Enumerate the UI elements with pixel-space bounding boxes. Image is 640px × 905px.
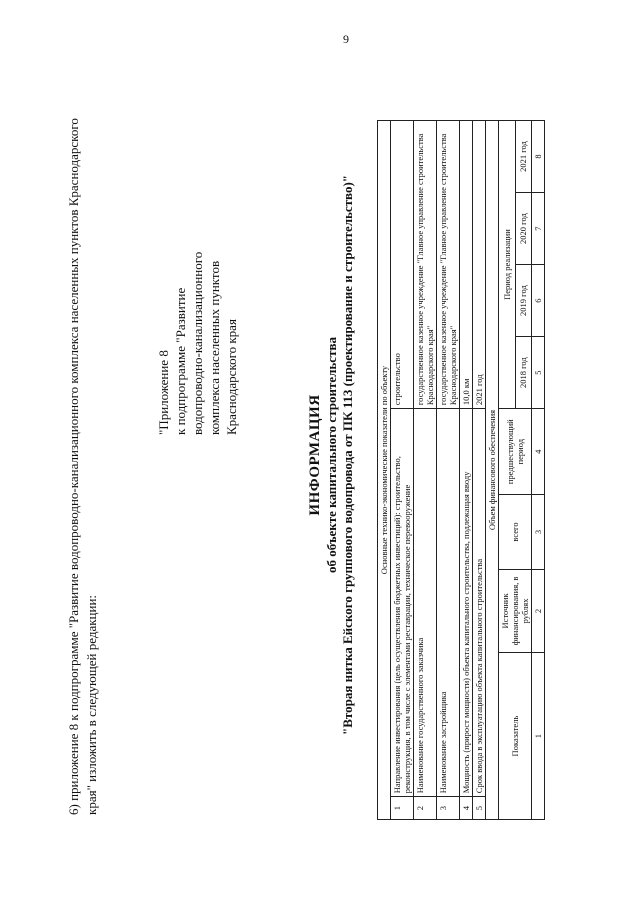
appendix-line: "Приложение 8 [156, 350, 171, 435]
table-row [391, 121, 414, 820]
col-indicator: Показатель [499, 653, 532, 820]
col-number: 2 [532, 569, 545, 652]
col-number: 1 [532, 653, 545, 820]
col-number: 6 [532, 265, 545, 337]
period-header: Период реализации [499, 121, 516, 409]
row-number: 4 [460, 797, 473, 820]
col-total: всего [499, 495, 532, 569]
col-number: 4 [532, 409, 545, 495]
row-value: 2021 год [473, 121, 486, 409]
info-table [377, 120, 545, 820]
row-label: Срок ввода в эксплуатацию объекта капитального строительства [473, 409, 486, 797]
table-row [414, 121, 437, 820]
col-number: 3 [532, 495, 545, 569]
table-row [378, 121, 391, 820]
finance-header: Объем финансового обеспечения [486, 121, 499, 820]
col-number: 5 [532, 337, 545, 409]
col-number: 7 [532, 193, 545, 265]
row-label: Мощность (прирост мощности) объекта капитального строительства, подлежащая вводу [460, 409, 473, 797]
section-header: Основные технико-экономические показатели по объекту [378, 121, 391, 820]
col-source: Источник финансирования, в рублях [499, 569, 532, 652]
col-2021: 2021 год [515, 121, 532, 193]
col-previous: предшествующий период [499, 409, 532, 495]
appendix-line: комплекса населенных пунктов [207, 260, 222, 435]
object-name: "Вторая нитка Ейского группового водопровода от ПК 113 (проектирование и строительство)" [340, 174, 355, 736]
page-number: 9 [343, 32, 349, 46]
row-label: Наименование застройщика [437, 409, 460, 797]
col-2019: 2019 год [515, 265, 532, 337]
table-row [532, 121, 545, 820]
appendix-header [155, 252, 240, 435]
row-label: Наименование государственного заказчика [414, 409, 437, 797]
title-block [307, 75, 356, 835]
intro-paragraph: 6) приложение 8 к подпрограмме "Развитие водопроводно-канализационного комплекса населенных пунктов Краснодарского края" изложить в следующей редакции: [66, 118, 99, 815]
appendix-line: водопроводно-канализационного [190, 251, 205, 435]
col-number: 8 [532, 121, 545, 193]
appendix-line: к подпрограмме "Развитие [173, 287, 188, 435]
document-title: ИНФОРМАЦИЯ [307, 394, 323, 516]
table-row [499, 121, 516, 820]
row-value: 10,0 км [460, 121, 473, 409]
row-number: 3 [437, 797, 460, 820]
row-number: 5 [473, 797, 486, 820]
rotated-page-content [45, 75, 605, 835]
row-value: государственное казенное учреждение "Главное управление строительства Краснодарского края" [414, 121, 437, 409]
appendix-line: Краснодарского края [224, 319, 239, 435]
table-row [486, 121, 499, 820]
row-number: 2 [414, 797, 437, 820]
table-row [473, 121, 486, 820]
col-2020: 2020 год [515, 193, 532, 265]
row-number: 1 [391, 797, 414, 820]
table-row [460, 121, 473, 820]
col-2018: 2018 год [515, 337, 532, 409]
row-value: государственное казенное учреждение "Главное управление строительства Краснодарского края" [437, 121, 460, 409]
document-subtitle: об объекте капитального строительства [324, 337, 339, 573]
row-label: Направление инвестирования (цель осуществления бюджетных инвестиций): строительство, реконструкция, в том числе с элементами реставрации, техническое перевооружение [391, 409, 414, 797]
row-value: строительство [391, 121, 414, 409]
table-row [437, 121, 460, 820]
